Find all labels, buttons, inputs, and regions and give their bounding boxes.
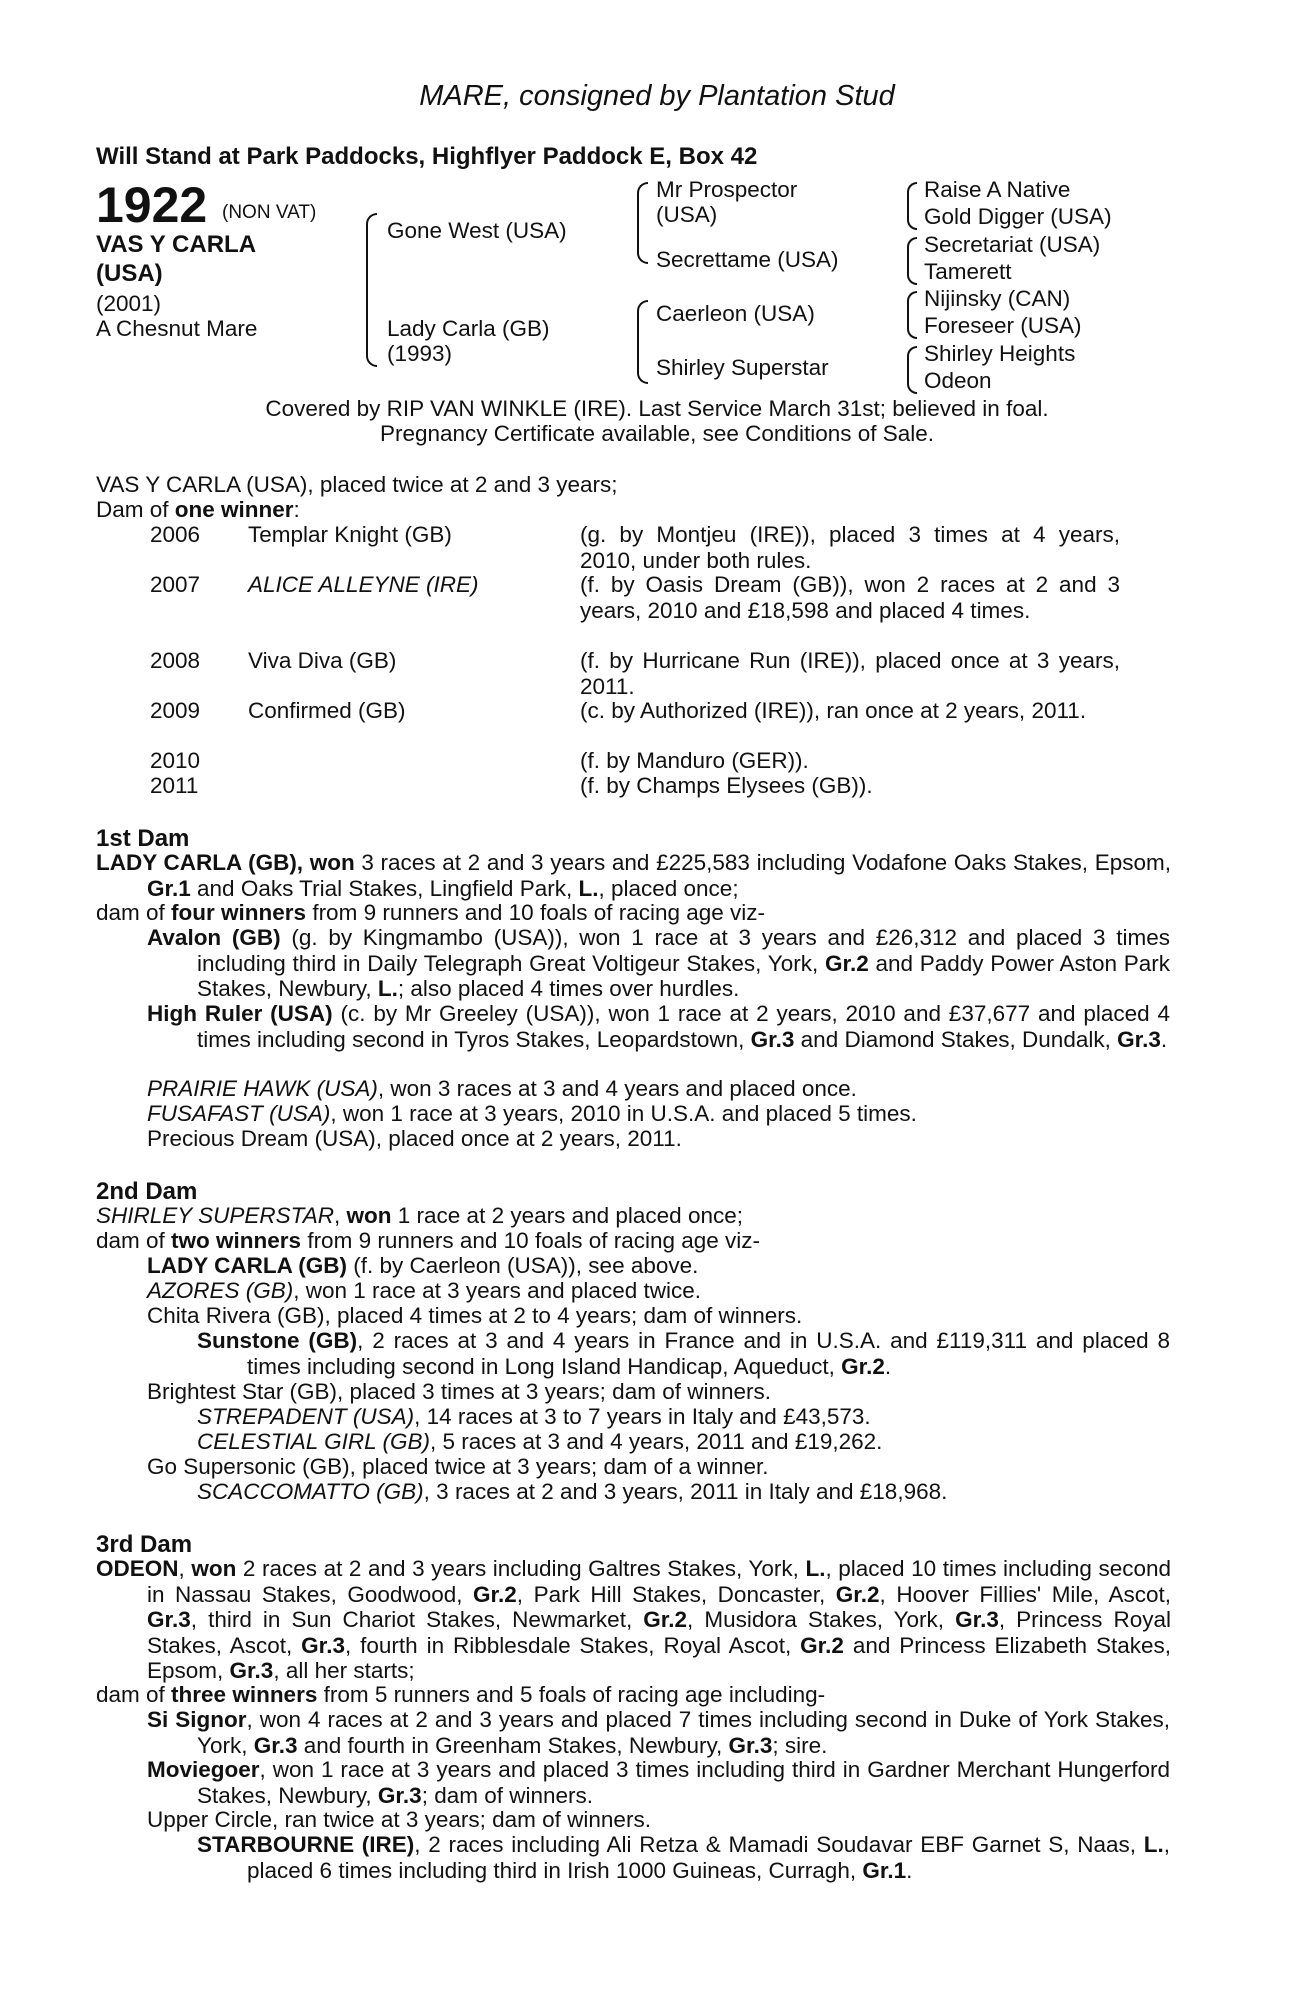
dam-of-line: dam of three winners from 5 runners and 5 foals of racing age including- (96, 1682, 826, 1707)
pedigree-dam-dam: Shirley Superstar (656, 355, 829, 380)
section-heading-3rd-dam: 3rd Dam (96, 1531, 193, 1558)
progeny-entry: FUSAFAST (USA), won 1 race at 3 years, 2010 in U.S.A. and placed 5 times. (147, 1101, 917, 1126)
pedigree-brace (907, 346, 917, 394)
foal-year: 2007 (150, 572, 201, 597)
foal-description: (g. by Montjeu (IRE)), placed 3 times at 4 years, 2010, under both rules. (580, 522, 1120, 573)
foal-description: (f. by Hurricane Run (IRE)), placed once at 3 years, 2011. (580, 648, 1120, 699)
progeny-entry: SCACCOMATTO (GB), 3 races at 2 and 3 years, 2011 in Italy and £18,968. (197, 1479, 948, 1504)
foal-year: 2011 (150, 773, 199, 798)
foal-description: (f. by Manduro (GER)). (580, 748, 809, 773)
foal-year: 2008 (150, 648, 201, 673)
pedigree-sire-dam: Secrettame (USA) (656, 247, 839, 272)
progeny-entry: CELESTIAL GIRL (GB), 5 races at 3 and 4 years, 2011 and £19,262. (197, 1429, 883, 1454)
progeny-entry: Sunstone (GB), 2 races at 3 and 4 years in France and in U.S.A. and £119,311 and placed 8 times including second in Long Island Handicap, Aqueduct, Gr.2. (197, 1328, 1170, 1379)
section-heading-1st-dam: 1st Dam (96, 825, 190, 852)
pedigree-brace (637, 182, 648, 264)
pedigree-ancestor: Odeon (924, 368, 992, 393)
pedigree-sire-sire: Mr Prospector (656, 177, 798, 202)
foal-name: Confirmed (GB) (248, 698, 406, 723)
progeny-entry: Moviegoer, won 1 race at 3 years and placed 3 times including third in Gardner Merchant Hungerford Stakes, Newbury, Gr.3; dam of winners. (147, 1757, 1170, 1808)
pedigree-ancestor: Tamerett (924, 259, 1012, 284)
progeny-entry: High Ruler (USA) (c. by Mr Greeley (USA)), won 1 race at 2 years, 2010 and £37,677 and placed 4 times including second in Tyros Stakes, Leopardstown, Gr.3 and Diamond Stakes, Dundalk, Gr.3. (147, 1001, 1170, 1052)
pedigree-dam-sire: Caerleon (USA) (656, 301, 815, 326)
progeny-entry: Brightest Star (GB), placed 3 times at 3 years; dam of winners. (147, 1379, 772, 1404)
foal-description: (c. by Authorized (IRE)), ran once at 2 years, 2011. (580, 698, 1087, 723)
pedigree-ancestor: Shirley Heights (924, 341, 1076, 366)
foal-year: 2006 (150, 522, 201, 547)
foal-description: (f. by Champs Elysees (GB)). (580, 773, 873, 798)
dam-record: LADY CARLA (GB), won 3 races at 2 and 3 years and £225,583 including Vodafone Oaks Stakes, Epsom, Gr.1 and Oaks Trial Stakes, Lingfield Park, L., placed once; (96, 850, 1171, 901)
mare-summary: VAS Y CARLA (USA), placed twice at 2 and 3 years; (96, 472, 618, 497)
pedigree-ancestor: Gold Digger (USA) (924, 204, 1112, 229)
foal-name: Viva Diva (GB) (248, 648, 397, 673)
pedigree-brace (907, 237, 917, 285)
vat-status: (NON VAT) (222, 202, 317, 223)
progeny-entry: Avalon (GB) (g. by Kingmambo (USA)), won 1 race at 3 years and £26,312 and placed 3 times including third in Daily Telegraph Great Voltigeur Stakes, York, Gr.2 and Paddy Power Aston Park Stakes, Newbury, L.; also placed 4 times over hurdles. (147, 925, 1170, 1001)
progeny-entry: Upper Circle, ran twice at 3 years; dam of winners. (147, 1807, 651, 1832)
pedigree-sire: Gone West (USA) (387, 218, 567, 243)
dam-of-line: dam of two winners from 9 runners and 10 foals of racing age viz- (96, 1228, 761, 1253)
progeny-entry: STREPADENT (USA), 14 races at 3 to 7 years in Italy and £43,573. (197, 1404, 871, 1429)
pedigree-ancestor: Secretariat (USA) (924, 232, 1101, 257)
dam-of-line: dam of four winners from 9 runners and 10 foals of racing age viz- (96, 900, 766, 925)
foal-year: 2009 (150, 698, 201, 723)
pedigree-ancestor: Foreseer (USA) (924, 313, 1082, 338)
progeny-entry: STARBOURNE (IRE), 2 races including Ali Retza & Mamadi Soudavar EBF Garnet S, Naas, L., placed 6 times including third in Irish 1000 Guineas, Curragh, Gr.1. (197, 1832, 1170, 1883)
progeny-entry: PRAIRIE HAWK (USA), won 3 races at 3 and 4 years and placed once. (147, 1076, 857, 1101)
foal-year: 2010 (150, 748, 201, 773)
pregnancy-note: Pregnancy Certificate available, see Conditions of Sale. (379, 421, 935, 446)
page-title: MARE, consigned by Plantation Stud (419, 80, 895, 112)
foal-name: Templar Knight (GB) (248, 522, 452, 547)
covered-note: Covered by RIP VAN WINKLE (IRE). Last Service March 31st; believed in foal. (265, 396, 1049, 421)
foal-description: (f. by Oasis Dream (GB)), won 2 races at 2 and 3 years, 2010 and £18,598 and placed 4 times. (580, 572, 1120, 623)
foal-name: ALICE ALLEYNE (IRE) (248, 572, 479, 597)
stand-location: Will Stand at Park Paddocks, Highflyer Paddock E, Box 42 (96, 143, 758, 170)
pedigree-brace (907, 182, 917, 230)
progeny-entry: Si Signor, won 4 races at 2 and 3 years and placed 7 times including second in Duke of York Stakes, York, Gr.3 and fourth in Greenham Stakes, Newbury, Gr.3; sire. (147, 1707, 1171, 1758)
progeny-entry: Chita Rivera (GB), placed 4 times at 2 to 4 years; dam of winners. (147, 1303, 803, 1328)
pedigree-dam-year: (1993) (387, 341, 453, 366)
dam-of-line: Dam of one winner: (96, 497, 300, 522)
horse-origin: (USA) (96, 260, 163, 287)
horse-description: A Chesnut Mare (96, 316, 258, 341)
progeny-entry: AZORES (GB), won 1 race at 3 years and placed twice. (147, 1278, 701, 1303)
progeny-entry: Go Supersonic (GB), placed twice at 3 years; dam of a winner. (147, 1454, 769, 1479)
section-heading-2nd-dam: 2nd Dam (96, 1178, 198, 1205)
dam-record: SHIRLEY SUPERSTAR, won 1 race at 2 years and placed once; (96, 1203, 743, 1228)
pedigree-brace (366, 213, 377, 367)
horse-year: (2001) (96, 291, 162, 316)
horse-name: VAS Y CARLA (96, 231, 257, 258)
dam-record: ODEON, won 2 races at 2 and 3 years including Galtres Stakes, York, L., placed 10 times including second in Nassau Stakes, Goodwood, Gr.2, Park Hill Stakes, Doncaster, Gr.2, Hoover Fillies' Mile, Ascot, Gr.3, third in Sun Chariot Stakes, Newmarket, Gr.2, Musidora Stakes, York, Gr.3, Princess Royal Stakes, Ascot, Gr.3, fourth in Ribblesdale Stakes, Royal Ascot, Gr.2 and Princess Elizabeth Stakes, Epsom, Gr.3, all her starts; (96, 1556, 1172, 1683)
pedigree-dam: Lady Carla (GB) (387, 316, 550, 341)
progeny-entry: Precious Dream (USA), placed once at 2 years, 2011. (147, 1126, 682, 1151)
lot-number: 1922 (96, 177, 208, 233)
pedigree-ancestor: Nijinsky (CAN) (924, 286, 1071, 311)
pedigree-sire-sire-origin: (USA) (656, 202, 718, 227)
pedigree-ancestor: Raise A Native (924, 177, 1071, 202)
progeny-entry: LADY CARLA (GB) (f. by Caerleon (USA)), see above. (147, 1253, 699, 1278)
pedigree-brace (907, 291, 917, 339)
pedigree-brace (637, 300, 648, 384)
